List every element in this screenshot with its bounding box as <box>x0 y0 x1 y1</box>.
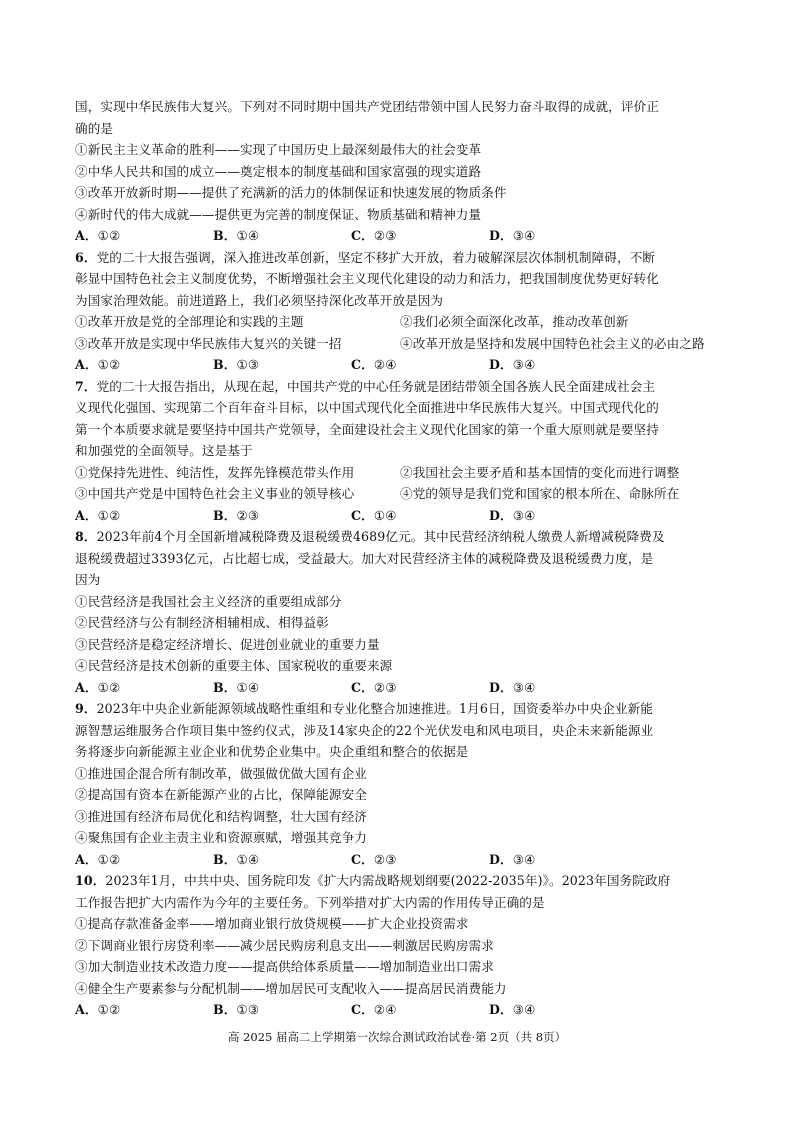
question-6-options <box>75 354 725 376</box>
page-content <box>75 96 725 1021</box>
option-b: B．①④ <box>213 679 260 695</box>
question-8-stem-line: 因为 <box>75 572 101 587</box>
option-c: C．②④ <box>351 1002 397 1017</box>
question-9-item: ③推进国有经济布局优化和结构调整，壮大国有经济 <box>75 808 367 824</box>
question-10-item: ②下调商业银行房贷利率——减少居民购房利息支出——刺激居民购房需求 <box>75 937 494 953</box>
question-7-item: ②我国社会主要矛盾和基本国情的变化而进行调整 <box>400 464 680 480</box>
question-8-item: ③民营经济是稳定经济增长、促进创业就业的重要力量 <box>75 636 380 652</box>
question-number: 10． <box>75 873 106 888</box>
question-7-stem-line: 第一个本质要求就是要坚持中国共产党领导，全面建设社会主义现代化国家的第一个重大原则就是要坚持 <box>75 421 659 437</box>
option-d: D．③④ <box>489 228 536 243</box>
question-5-item: ③改革开放新时期——提供了充满新的活力的体制保证和快速发展的物质条件 <box>75 185 507 200</box>
question-5-stem-line: 国，实现中华民族伟大复兴。下列对不同时期中国共产党团结带领中国人民努力奋斗取得的成就，评价正 <box>75 99 659 114</box>
question-6-stem-line: 彰显中国特色社会主义制度优势，不断增强社会主义现代化建设的动力和活力，把我国制度优势更好转化 <box>75 271 659 286</box>
option-c: C．②③ <box>351 679 397 695</box>
question-9-item: ②提高国有资本在新能源产业的占比，保障能源安全 <box>75 787 367 802</box>
option-a: A．①② <box>75 1002 121 1017</box>
option-b: B．①③ <box>213 1002 260 1017</box>
question-5-stem-line: 确的是 <box>75 120 114 136</box>
option-a: A．①② <box>75 228 121 243</box>
question-5-item: ①新民主主义革命的胜利——实现了中国历史上最深刻最伟大的社会变革 <box>75 142 482 157</box>
question-number: 7． <box>75 378 97 394</box>
question-7-options <box>75 505 725 527</box>
question-6-stem-line: 为国家治理效能。前进道路上，我们必须坚持深化改革开放是因为 <box>75 292 444 308</box>
question-number: 9． <box>75 701 97 716</box>
question-8-item: ④民营经济是技术创新的重要主体、国家税收的重要来源 <box>75 658 393 673</box>
question-6-item: ②我们必须全面深化改革，推动改革创新 <box>400 314 629 329</box>
question-9-item: ④聚焦国有企业主责主业和资源禀赋，增强其竞争力 <box>75 830 367 845</box>
question-7-stem-line: 义现代化强国、实现第二个百年奋斗目标，以中国式现代化全面推进中华民族伟大复兴。中国式现代化的 <box>75 400 659 415</box>
question-9-item: ①推进国企混合所有制改革，做强做优做大国有企业 <box>75 765 367 781</box>
question-10-item: ③加大制造业技术改造力度——提高供给体系质量——增加制造业出口需求 <box>75 959 494 974</box>
question-9-stem-line: 源智慧运维服务合作项目集中签约仪式，涉及14家央企的22个光伏发电和风电项目，央企未来新能源业 <box>75 722 654 738</box>
question-6-stem-line: 6．党的二十大报告强调，深入推进改革创新，坚定不移扩大开放，着力破解深层次体制机制障碍，不断 <box>75 249 656 265</box>
option-d: D．③④ <box>489 1002 536 1017</box>
option-b: B．①③ <box>213 357 260 372</box>
question-5-options <box>75 225 725 247</box>
question-7-item: ①党保持先进性、纯洁性，发挥先锋模范带头作用 <box>75 464 355 480</box>
question-8-item: ②民营经济与公有制经济相辅相成、相得益彰 <box>75 615 329 630</box>
question-5-item: ②中华人民共和国的成立——奠定根本的制度基础和国家富强的现实道路 <box>75 163 482 179</box>
option-d: D．③④ <box>489 851 536 867</box>
question-number: 6． <box>75 249 97 265</box>
question-10-stem-line: 10．2023年1月，中共中央、国务院印发《扩大内需战略规划纲要(2022-2035年)》。2023年国务院政府 <box>75 873 671 888</box>
question-6-items-row <box>75 333 725 355</box>
question-10-item: ④健全生产要素参与分配机制——增加居民可支配收入——提高居民消费能力 <box>75 980 507 996</box>
question-8-item: ①民营经济是我国社会主义经济的重要组成部分 <box>75 593 342 609</box>
option-b: B．①④ <box>213 228 260 243</box>
question-6-items-row <box>75 311 725 333</box>
question-6-item: ③改革开放是实现中华民族伟大复兴的关键一招 <box>75 335 342 351</box>
option-d: D．③④ <box>489 679 536 695</box>
option-c: C．②③ <box>351 228 397 243</box>
question-8-stem-line: 退税缓费超过3393亿元，占比超七成，受益最大。加大对民营经济主体的减税降费及退税缓费力度，是 <box>75 550 654 566</box>
question-7-items-row <box>75 483 725 505</box>
question-8-options <box>75 677 725 699</box>
question-6-item: ④改革开放是坚持和发展中国特色社会主义的必由之路 <box>400 335 705 351</box>
question-9-options <box>75 849 725 871</box>
option-a: A．①② <box>75 679 121 695</box>
option-a: A．①② <box>75 357 121 372</box>
option-b: B．①④ <box>213 851 260 867</box>
question-9-stem-line: 9．2023年中央企业新能源领域战略性重组和专业化整合加速推进。1月6日，国资委举办中央企业新能 <box>75 701 653 716</box>
question-5-item: ④新时代的伟大成就——提供更为完善的制度保证、物质基础和精神力量 <box>75 206 482 222</box>
question-10-options <box>75 999 725 1021</box>
question-7-items-row <box>75 462 725 484</box>
option-d: D．③④ <box>489 507 536 523</box>
question-6-item: ①改革开放是党的全部理论和实践的主题 <box>75 314 304 329</box>
option-a: A．①② <box>75 851 121 867</box>
option-c: C．②③ <box>351 851 397 867</box>
question-number: 8． <box>75 529 97 544</box>
question-10-stem-line: 工作报告把扩大内需作为今年的主要任务。下列举措对扩大内需的作用传导正确的是 <box>75 894 545 910</box>
option-c: C．②④ <box>351 357 397 372</box>
option-d: D．③④ <box>489 357 536 372</box>
option-c: C．①④ <box>351 507 397 523</box>
question-7-item: ③中国共产党是中国特色社会主义事业的领导核心 <box>75 486 355 501</box>
question-7-stem-line: 和加强党的全面领导。这是基于 <box>75 443 253 458</box>
option-b: B．②③ <box>213 507 260 523</box>
question-7-item: ④党的领导是我们党和国家的根本所在、命脉所在 <box>400 486 680 501</box>
question-7-stem-line: 7．党的二十大报告指出，从现在起，中国共产党的中心任务就是团结带领全国各族人民全面建成社会主 <box>75 378 656 394</box>
question-9-stem-line: 务将逐步向新能源主业企业和优势企业集中。央企重组和整合的依据是 <box>75 744 469 759</box>
question-10-item: ①提高存款准备金率——增加商业银行放贷规模——扩大企业投资需求 <box>75 916 469 931</box>
question-8-stem-line: 8．2023年前4个月全国新增减税降费及退税缓费4689亿元。其中民营经济纳税人缴费人新增减税降费及 <box>75 529 665 544</box>
option-a: A．①② <box>75 507 121 523</box>
page-footer: 高 2025 届高二上学期第一次综合测试政治试卷·第 2页（共 8页） <box>227 1030 567 1044</box>
